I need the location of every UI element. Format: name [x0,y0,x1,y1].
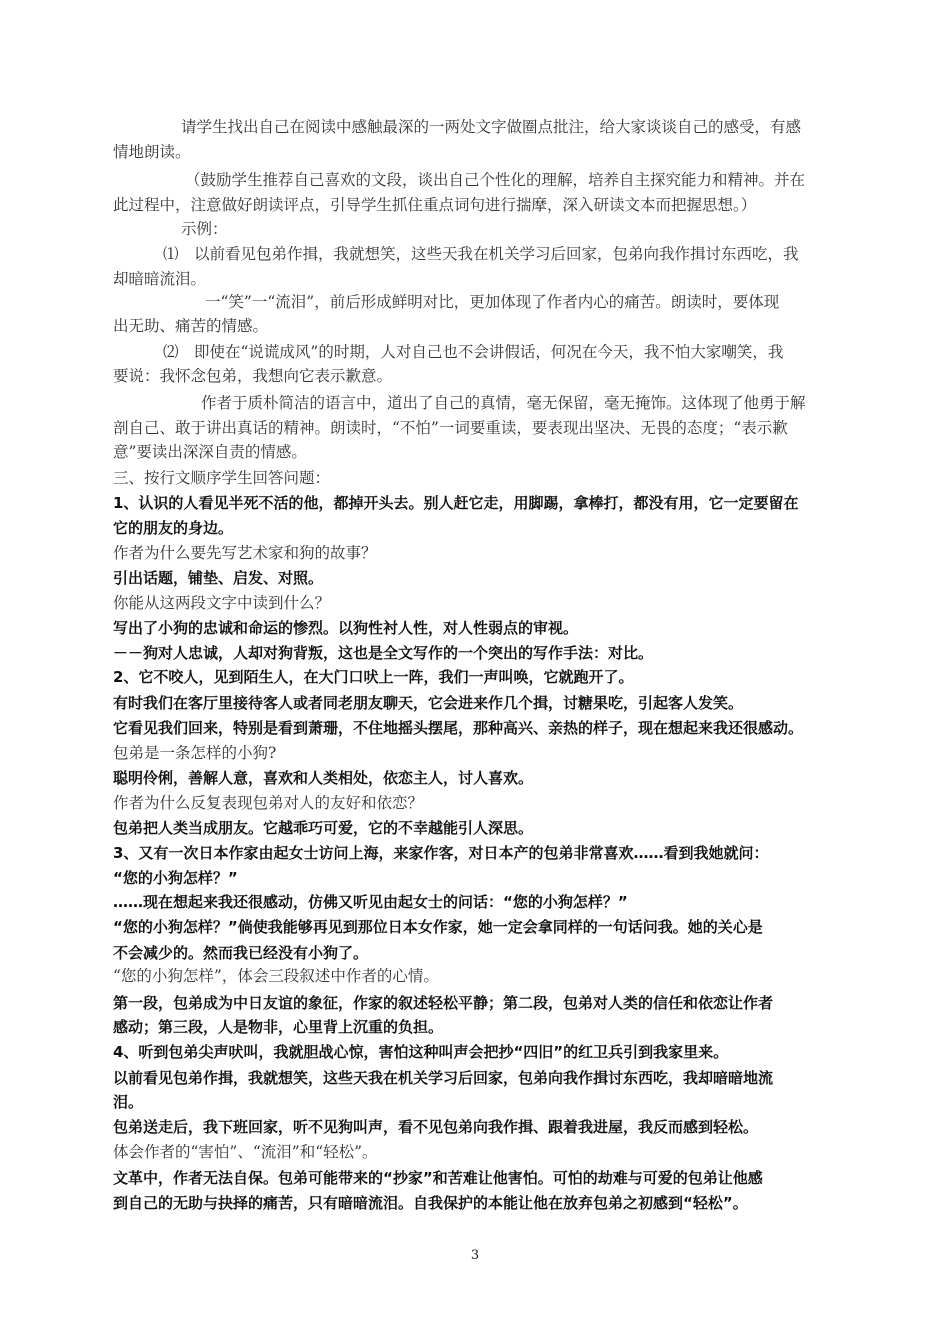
page-number: 3 [470,1248,480,1263]
text-line: “您的小狗怎样”，体会三段叙述中作者的心情。 [113,967,439,985]
bold-text-line: 第一段，包弟成为中日友谊的象征，作家的叙述轻松平静；第二段，包弟对人类的信任和依恋让作者 [113,994,774,1012]
text-line: 作者于质朴简洁的语言中，道出了自己的真情，毫无保留，毫无掩饰。这体现了他勇于解 [201,394,806,412]
bold-text-line: 3、又有一次日本作家由起女士访问上海，来家作客，对日本产的包弟非常喜欢……看到我她就问： [113,844,769,862]
text-line: 作者为什么反复表现包弟对人的友好和依恋？ [113,794,424,812]
text-line: 三、按行文顺序学生回答问题： [113,469,331,487]
bold-text-line: 有时我们在客厅里接待客人或者同老朋友聊天，它会进来作几个揖，讨糖果吃，引起客人发笑。 [113,694,744,712]
text-line: ⑵ 即使在“说谎成风”的时期，人对自己也不会讲假话，何况在今天，我不怕大家嘲笑，我 [163,343,784,361]
bold-text-line: 4、听到包弟尖声吠叫，我就胆战心惊，害怕这种叫声会把抄“四旧”的红卫兵引到我家里来。 [113,1043,729,1061]
text-line: 请学生找出自己在阅读中感触最深的一两处文字做圈点批注，给大家谈谈自己的感受，有感 [181,118,802,136]
text-line: 你能从这两段文字中读到什么？ [113,594,331,612]
text-line: 包弟是一条怎样的小狗? [113,744,277,762]
bold-text-line: 聪明伶俐，善解人意，喜欢和人类相处，依恋主人，讨人喜欢。 [113,769,534,787]
bold-text-line: 2、它不咬人，见到陌生人，在大门口吠上一阵，我们一声叫唤，它就跑开了。 [113,668,634,686]
text-line: 作者为什么要先写艺术家和狗的故事？ [113,544,377,562]
bold-text-line: ……现在想起来我还很感动，仿佛又听见由起女士的问话：“您的小狗怎样？” [113,893,628,911]
bold-text-line: 包弟送走后，我下班回家，听不见狗叫声，看不见包弟向我作揖、跟着我进屋，我反而感到轻松。 [113,1118,759,1136]
text-line: 却暗暗流泪。 [113,270,207,288]
text-line: 一“笑”一“流泪”，前后形成鲜明对比，更加体现了作者内心的痛苦。朗读时，要体现 [205,293,780,311]
text-line: 剖自己、敢于讲出真话的精神。朗读时，“不怕”一词要重读，要表现出坚决、无畏的态度；“表示歉 [113,419,788,437]
bold-text-line: 泪。 [113,1093,144,1111]
text-line: 体会作者的“害怕”、“流泪”和“轻松”。 [113,1143,378,1161]
text-line: 要说：我怀念包弟，我想向它表示歉意。 [113,367,393,385]
bold-text-line: 不会减少的。然而我已经没有小狗了。 [113,944,369,962]
bold-text-line: 引出话题，铺垫、启发、对照。 [113,569,324,587]
bold-text-line: 感动；第三段，人是物非，心里背上沉重的负担。 [113,1018,444,1036]
text-line: 示例： [181,220,228,238]
bold-text-line: 写出了小狗的忠诚和命运的惨烈。以狗性衬人性，对人性弱点的审视。 [113,619,579,637]
text-line: （鼓励学生推荐自己喜欢的文段，谈出自己个性化的理解，培养自主探究能力和精神。并在 [185,171,806,189]
text-line: 情地朗读。 [113,143,191,161]
text-line: 出无助、痛苦的情感。 [113,317,269,335]
bold-text-line: 以前看见包弟作揖，我就想笑，这些天我在机关学习后回家，包弟向我作揖讨东西吃，我却暗暗地流 [113,1069,774,1087]
bold-text-line: 1、认识的人看见半死不活的他，都掉开头去。别人赶它走，用脚踢，拿棒打，都没有用，它一定要留在 [113,494,799,512]
bold-text-line: 它的朋友的身边。 [113,519,234,537]
bold-text-line: “您的小狗怎样？” [113,869,238,887]
bold-text-line: “您的小狗怎样？”倘使我能够再见到那位日本女作家，她一定会拿同样的一句话问我。她的关心是 [113,918,763,936]
bold-text-line: 文革中，作者无法自保。包弟可能带来的“抄家”和苦难让他害怕。可怕的劫难与可爱的包弟让他感 [113,1169,763,1187]
text-line: ⑴ 以前看见包弟作揖，我就想笑，这些天我在机关学习后回家，包弟向我作揖讨东西吃，我 [163,245,799,263]
bold-text-line: 到自己的无助与抉择的痛苦，只有暗暗流泪。自我保护的本能让他在放弃包弟之初感到“轻松”。 [113,1194,748,1212]
text-line: 此过程中，注意做好朗读评点，引导学生抓住重点词句进行揣摩，深入研读文本而把握思想。） [113,196,757,214]
bold-text-line: 它看见我们回来，特别是看到萧珊，不住地摇头摆尾，那种高兴、亲热的样子，现在想起来我还很感动。 [113,719,804,737]
bold-text-line: －－狗对人忠诚，人却对狗背叛，这也是全文写作的一个突出的写作手法：对比。 [113,644,654,662]
bold-text-line: 包弟把人类当成朋友。它越乖巧可爱，它的不幸越能引人深思。 [113,819,534,837]
text-line: 意”要读出深深自责的情感。 [113,443,307,461]
